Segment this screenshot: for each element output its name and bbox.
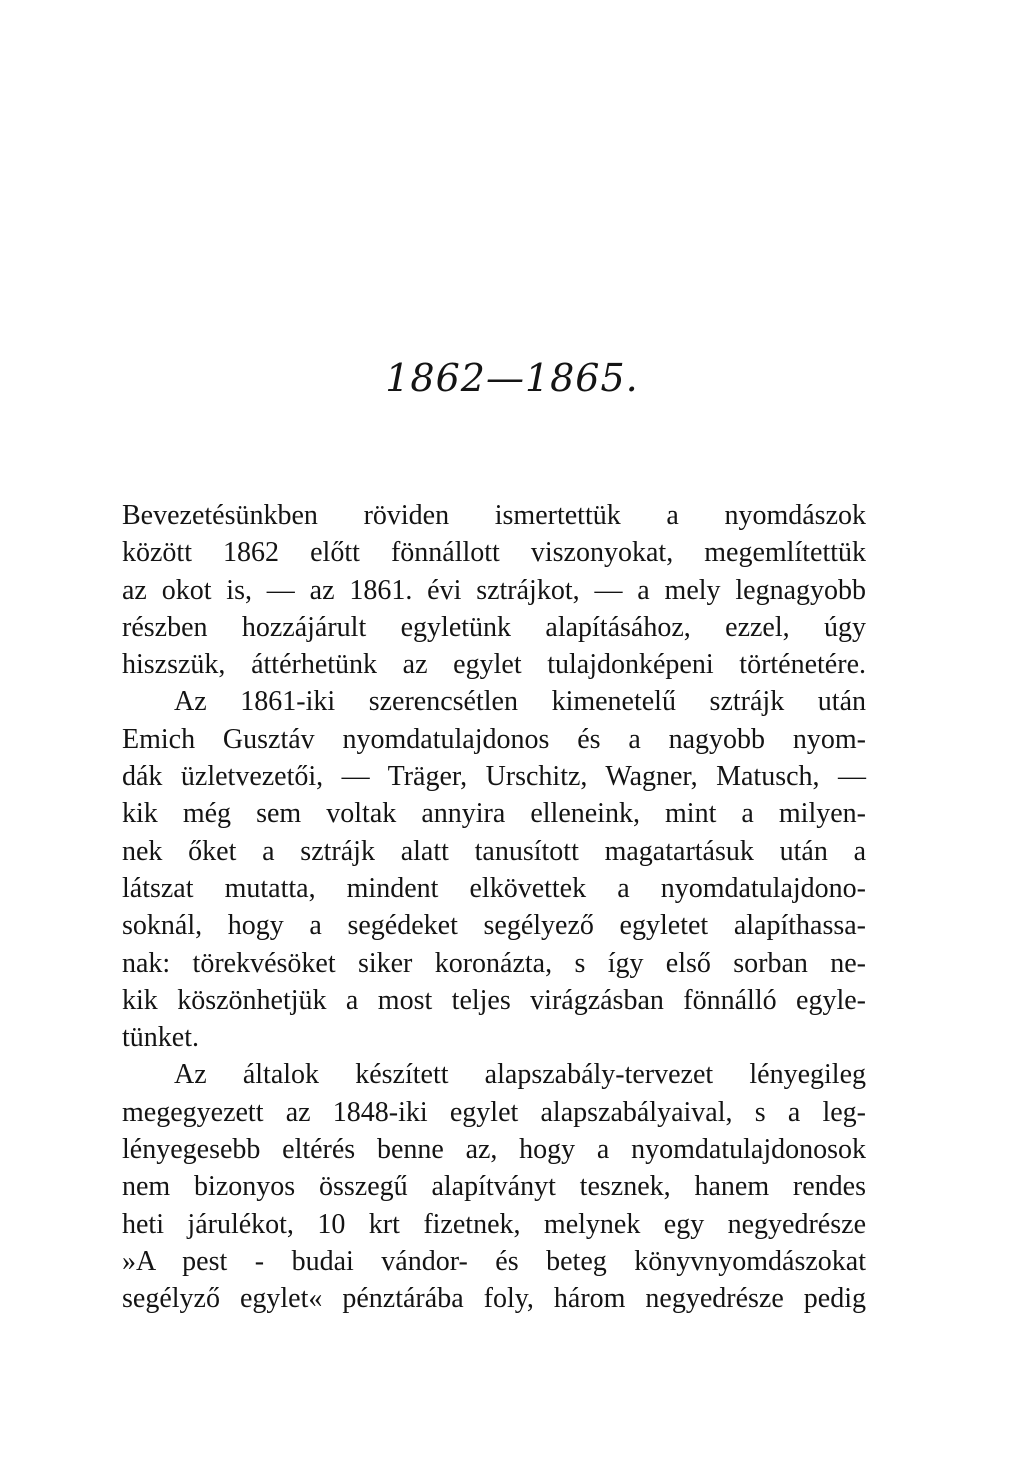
- text-line: között 1862 előtt fönnállott viszonyokat, megemlítettük: [122, 537, 866, 569]
- text-line: nak: törekvésöket siker koronázta, s így első sorban ne-: [122, 947, 866, 979]
- paragraph-start-line: Az általok készített alapszabály-tervezet lényegileg: [174, 1059, 866, 1091]
- text-line: kik köszönhetjük a most teljes virágzásban fönnálló egyle-: [122, 984, 866, 1016]
- text-line: kik még sem voltak annyira elleneink, mint a milyen-: [122, 798, 866, 830]
- text-line: hiszszük, áttérhetünk az egylet tulajdonképeni történetére.: [122, 649, 866, 681]
- text-line: Bevezetésünkben röviden ismertettük a nyomdászok: [122, 500, 866, 531]
- text-line: lényegesebb eltérés benne az, hogy a nyomdatulajdonosok: [122, 1134, 866, 1166]
- text-line: soknál, hogy a segédeket segélyező egyletet alapíthassa-: [122, 910, 866, 942]
- text-line: nek őket a sztrájk alatt tanusított magatartásuk után a: [122, 835, 866, 867]
- text-line: nem bizonyos összegű alapítványt tesznek, hanem rendes: [122, 1171, 866, 1203]
- text-line: dák üzletvezetői, — Träger, Urschitz, Wagner, Matusch, —: [122, 761, 866, 793]
- chapter-title: 1862—1865.: [385, 356, 639, 400]
- text-line: heti járulékot, 10 krt fizetnek, melynek egy negyedrésze: [122, 1208, 866, 1240]
- text-line: látszat mutatta, mindent elkövettek a nyomdatulajdono-: [122, 872, 866, 904]
- body-text: [122, 497, 866, 1318]
- text-line: segélyző egylet« pénztárába foly, három negyedrésze pedig: [122, 1283, 866, 1315]
- paragraph-end-line: tünket.: [122, 1022, 199, 1054]
- text-line: »A pest - budai vándor- és beteg könyvnyomdászokat: [122, 1245, 866, 1277]
- paragraph-start-line: Az 1861-iki szerencsétlen kimenetelű sztrájk után: [174, 686, 866, 718]
- text-line: az okot is, — az 1861. évi sztrájkot, — a mely legnagyobb: [122, 574, 866, 606]
- text-line: Emich Gusztáv nyomdatulajdonos és a nagyobb nyom-: [122, 723, 866, 755]
- text-line: megegyezett az 1848-iki egylet alapszabályaival, s a leg-: [122, 1096, 866, 1128]
- text-line: részben hozzájárult egyletünk alapításához, ezzel, úgy: [122, 611, 866, 643]
